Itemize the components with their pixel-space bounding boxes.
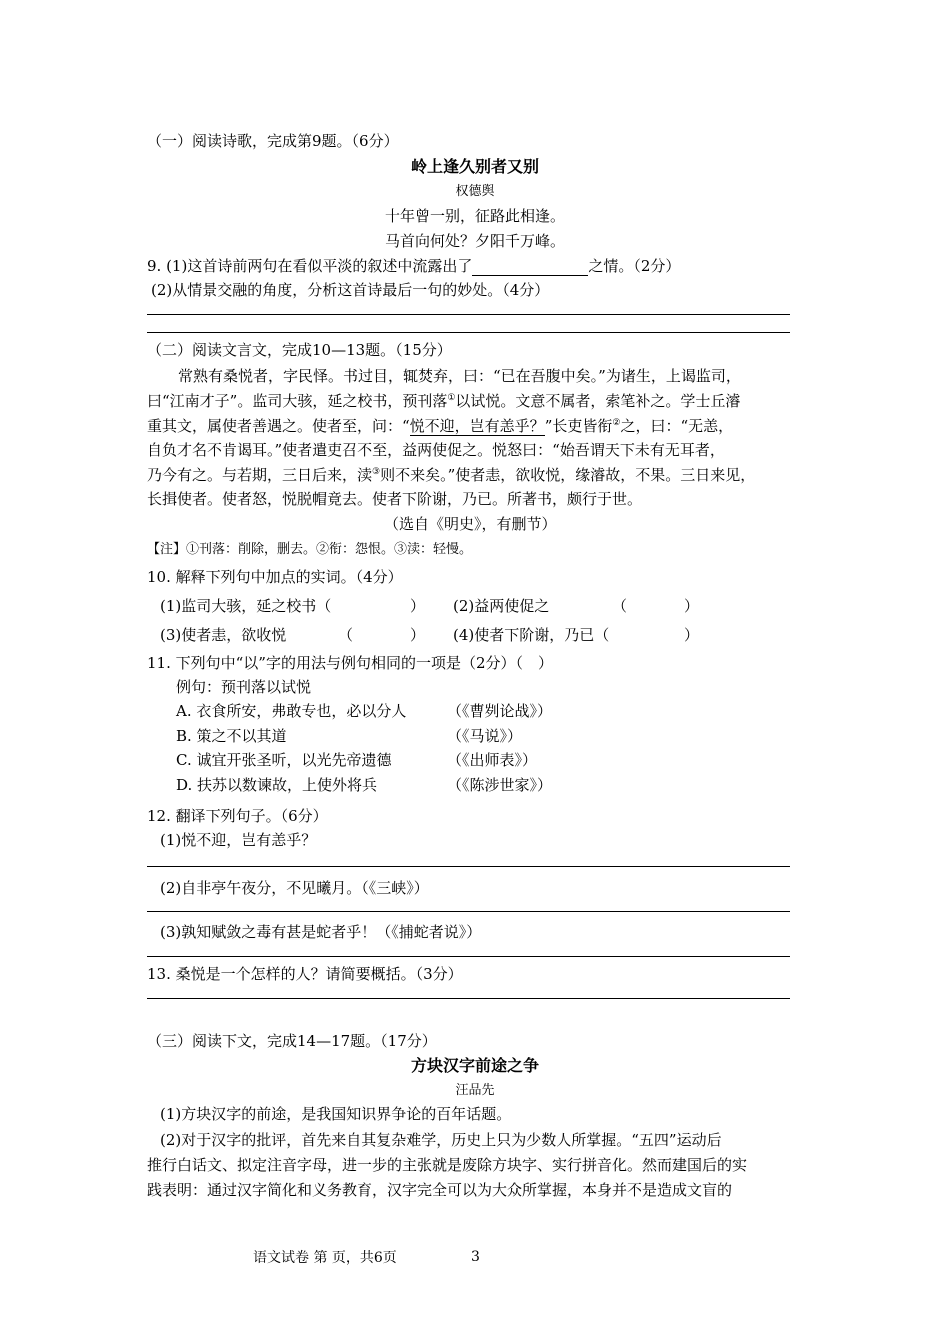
question-12-sentence-2: (2)自非亭午夜分，不见曦月。（《三峡》） [160,879,429,897]
passage-source: （选自《明史》，有删节） [384,515,557,533]
question-12-sentence-3: (3)孰知赋敛之毒有甚是蛇者乎！（《捕蛇者说》） [160,923,482,941]
passage-line-4: 自负才名不肯谒耳。”使者遣吏召不至，益两使促之。悦怒曰：“始吾谓天下未有无耳者， [147,441,725,459]
passage-notes: 【注】①刊落：削除，删去。②衔：怨恨。③渎：轻慢。 [147,542,473,557]
question-10-heading: 10. 解释下列句中加点的实词。（4分） [147,568,403,586]
page-number: 3 [471,1249,480,1265]
poem-line-1: 十年曾一别，征路此相逢。 [384,207,565,225]
option-c-source: （《出师表》） [447,751,538,769]
answer-line [147,314,790,315]
passage-line-6: 长揖使者。使者怒，悦脱帽竟去。使者下阶谢，乃已。所著书，颇行于世。 [147,490,643,508]
article-author: 汪品先 [455,1083,495,1098]
option-a-source: （《曹刿论战》） [447,702,553,720]
answer-line [147,332,790,333]
passage-text: 则不来矣。”使者恚，欲收悦，缘濬故，不果。三日来见， [380,466,756,484]
article-paragraph-2-line-2: 推行白话文、拟定注音字母，进一步的主张就是废除方块字、实行拼音化。然而建国后的实 [147,1156,748,1174]
question-9-1-text: 9. (1)这首诗前两句在看似平淡的叙述中流露出了 [147,257,473,275]
close-paren: ） [684,597,700,615]
passage-text: 曰“江南才子”。监司大骇，延之校书，预刊落 [147,392,448,410]
passage-line-1: 常熟有桑悦者，字民怿。书过目，辄焚弃，曰：“已在吾腹中矣。”为诸生，上谒监司， [178,367,741,385]
passage-text: 重其文，属使者善遇之。使者至，问：“ [147,417,410,435]
question-10-item-1: (1)监司大骇，延之校书（ [160,597,332,615]
passage-text: 之，曰：“无恙， [620,417,734,435]
section-2-heading: （二）阅读文言文，完成10—13题。（15分） [147,341,452,359]
option-b-source: （《马说》） [447,727,523,745]
answer-blank[interactable] [472,260,588,276]
passage-line-3 [147,416,733,436]
passage-line-5 [147,465,755,485]
open-paren: （ [612,597,628,615]
footnote-marker: ② [612,418,621,428]
poem-line-2: 马首向何处？夕阳千万峰。 [384,232,565,250]
option-a[interactable]: A. 衣食所安，弗敢专也，必以分人 [176,702,407,720]
option-c[interactable]: C. 诚宜开张圣听，以光先帝遗德 [176,751,392,769]
option-d[interactable]: D. 扶苏以数谏故，上使外将兵 [176,776,378,794]
article-paragraph-1: (1)方块汉字的前途，是我国知识界争论的百年话题。 [160,1105,512,1123]
question-9-1 [147,256,680,276]
question-12-sentence-1: (1)悦不迎，岂有恙乎？ [160,831,317,849]
page-footer: 语文试卷 第 页，共6页 [253,1250,397,1266]
question-10-item-4: (4)使者下阶谢，乃已（ [453,626,610,644]
poem-title: 岭上逢久别者又别 [410,157,539,176]
option-d-source: （《陈涉世家》） [447,776,553,794]
answer-line [147,911,790,912]
answer-line [147,866,790,867]
passage-line-2 [147,391,740,411]
question-11-heading: 11. 下列句中“以”字的用法与例句相同的一项是（2分）（ ） [147,654,554,672]
passage-text: 乃今有之。与若期，三日后来，渎 [147,466,373,484]
close-paren: ） [410,597,426,615]
passage-text: 以试悦。文意不属者，索笔补之。学士丘濬 [455,392,741,410]
article-paragraph-2-line-1: (2)对于汉字的批评，首先来自其复杂难学，历史上只为少数人所掌握。“五四”运动后 [160,1131,722,1149]
poem-author: 权德舆 [455,184,495,199]
article-title: 方块汉字前途之争 [410,1056,539,1075]
section-3-heading: （三）阅读下文，完成14—17题。（17分） [147,1032,437,1050]
underlined-sentence: 悦不迎，岂有恙乎？ [409,417,545,435]
section-1-heading: （一）阅读诗歌，完成第9题。（6分） [147,132,399,150]
footnote-marker: ③ [372,467,381,477]
answer-line [147,998,790,999]
article-paragraph-2-line-3: 践表明：通过汉字简化和义务教育，汉字完全可以为大众所掌握，本身并不是造成文盲的 [147,1181,733,1199]
question-10-item-2: (2)益两使促之 [453,597,550,615]
answer-line [147,956,790,957]
footnote-marker: ① [447,393,456,403]
passage-text: ”长吏皆衔 [544,417,613,435]
question-9-1-tail: 之情。（2分） [588,257,681,275]
question-11-example: 例句：预刊落以试悦 [176,678,312,696]
question-12-heading: 12. 翻译下列句子。（6分） [147,807,328,825]
close-paren: ） [410,626,426,644]
question-10-item-3: (3)使者恚，欲收悦 [160,626,287,644]
question-9-2: (2)从情景交融的角度，分析这首诗最后一句的妙处。（4分） [151,281,550,299]
close-paren: ） [684,626,700,644]
open-paren: （ [338,626,354,644]
question-13-heading: 13. 桑悦是一个怎样的人？请简要概括。（3分） [147,965,463,983]
option-b[interactable]: B. 策之不以其道 [176,727,287,745]
